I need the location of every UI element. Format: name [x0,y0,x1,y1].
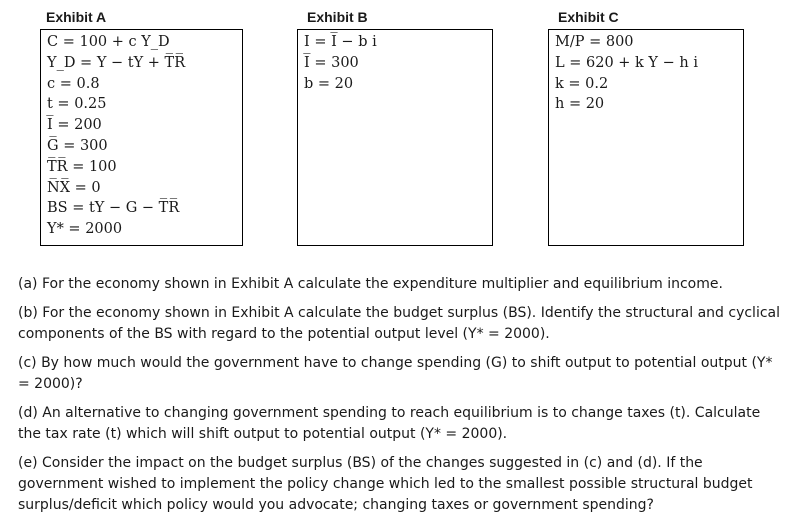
question-c: (c) By how much would the government have to change spending (G) to shift output to potential output (Y* = 2000)? [18,355,773,392]
equation: I̅ = 300 [304,54,359,71]
equation: C = 100 + c Y_D [47,34,170,50]
equation: G̅ = 300 [47,137,108,154]
equation: k = 0.2 [555,75,609,92]
question-e: (e) Consider the impact on the budget surplus (BS) of the changes suggested in (c) and (d). If the government wished to implement the policy change which led to the smallest possible structural budget surplus/deficit which policy would you advocate; changing taxes or government spending? [18,455,753,513]
equation: BS = tY − G − T̅R̅ [47,200,180,217]
equation: N̅X̅ = 0 [47,179,101,196]
equation: Y* = 2000 [47,221,123,238]
equation: I̅ = 200 [47,117,102,134]
question-a: (a) For the economy shown in Exhibit A calculate the expenditure multiplier and equilibrium income. [18,276,723,292]
equation: M/P = 800 [555,34,634,50]
equation: L = 620 + k Y − h i [555,54,698,71]
equation: Y_D = Y − tY + T̅R̅ [47,54,186,71]
exhibit-c-box [548,29,744,246]
question-b: (b) For the economy shown in Exhibit A calculate the budget surplus (BS). Identify the structural and cyclical components of the BS with regard to the potential output level (Y* = 2000). [18,305,780,342]
equation: h = 20 [555,96,605,113]
exhibit-b [297,8,493,246]
exhibit-a-box [40,29,243,246]
equation: T̅R̅ = 100 [47,158,117,175]
question-list [18,274,780,524]
exhibit-b-title: Exhibit B [307,9,368,25]
exhibit-c-title: Exhibit C [558,9,619,25]
exhibit-b-box [297,29,493,246]
equation: b = 20 [304,75,354,92]
exhibit-a-title: Exhibit A [46,9,107,25]
equation: c = 0.8 [47,75,100,92]
equation: I = I̅ − b i [304,34,377,50]
question-d: (d) An alternative to changing government spending to reach equilibrium is to change taxes (t). Calculate the tax rate (t) which will shift output to potential output (Y* = 2000). [18,405,761,442]
exhibit-c [548,8,744,246]
exhibit-a [40,8,243,246]
equation: t = 0.25 [47,96,107,113]
